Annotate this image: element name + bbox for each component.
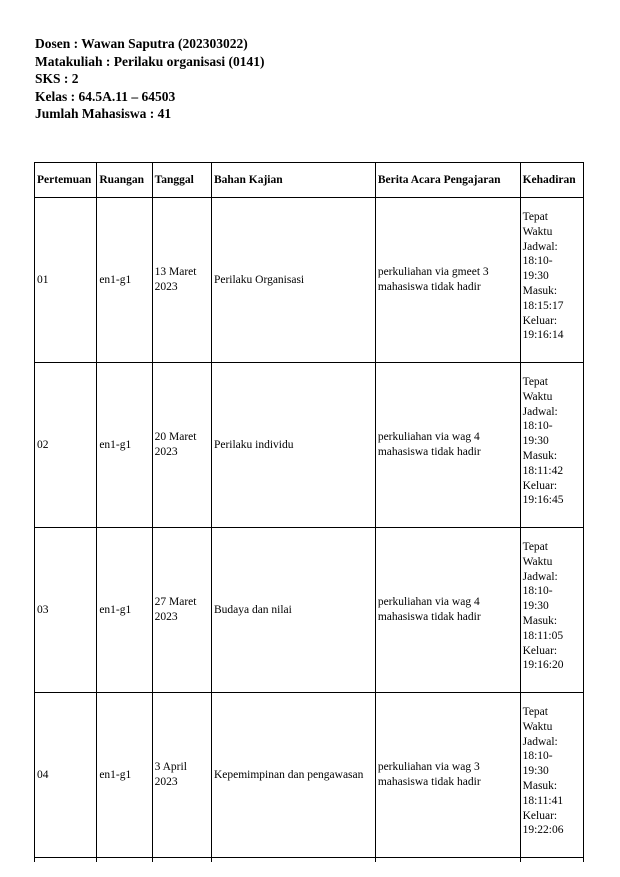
kehadiran-line: 18:10- [522, 750, 553, 763]
cell-kehadiran [520, 363, 583, 528]
cell-tanggal: 20 Maret 2023 [152, 363, 211, 528]
kehadiran-line: 18:11:42 [522, 464, 564, 477]
cell-ruangan: en1-g1 [97, 198, 152, 363]
cell-bahan-kajian: Perilaku individu [211, 363, 375, 528]
kehadiran-line: 18:10- [522, 420, 553, 433]
cell-berita-acara: perkuliahan via wag 4 mahasiswa tidak hadir [375, 363, 520, 528]
kehadiran-line: Jadwal: [522, 240, 558, 253]
table-row [35, 528, 584, 693]
cell-pertemuan: 04 [35, 693, 97, 858]
kehadiran-line: Keluar: [522, 479, 558, 492]
kehadiran-line: 18:10- [522, 255, 553, 268]
empty-cell [520, 858, 583, 863]
kehadiran-line: Waktu [522, 555, 553, 568]
empty-cell [152, 858, 211, 863]
cell-pertemuan: 01 [35, 198, 97, 363]
column-header-ruangan: Ruangan [97, 163, 152, 198]
kehadiran-line: Masuk: [522, 284, 558, 297]
empty-cell [211, 858, 375, 863]
kehadiran-line: Jadwal: [522, 570, 558, 583]
column-header-tanggal: Tanggal [152, 163, 211, 198]
empty-cell [35, 858, 97, 863]
kehadiran-line: Masuk: [522, 779, 558, 792]
column-header-berita-acara: Berita Acara Pengajaran [375, 163, 520, 198]
kehadiran-line: 19:30 [522, 765, 549, 778]
kehadiran-line: Tepat [522, 211, 548, 223]
table-row [35, 363, 584, 528]
cell-berita-acara: perkuliahan via gmeet 3 mahasiswa tidak hadir [375, 198, 520, 363]
kehadiran-line: 19:16:45 [522, 494, 564, 507]
cell-ruangan: en1-g1 [97, 363, 152, 528]
cell-ruangan: en1-g1 [97, 693, 152, 858]
cell-berita-acara: perkuliahan via wag 4 mahasiswa tidak hadir [375, 528, 520, 693]
kehadiran-line: Waktu [522, 720, 553, 733]
cell-ruangan: en1-g1 [97, 528, 152, 693]
cell-kehadiran [520, 693, 583, 858]
empty-cell [97, 858, 152, 863]
kehadiran-line: Jadwal: [522, 405, 558, 418]
kehadiran-line: 18:10- [522, 585, 553, 598]
cell-bahan-kajian: Budaya dan nilai [211, 528, 375, 693]
kehadiran-line: 19:30 [522, 270, 549, 283]
kehadiran-line: 19:16:14 [522, 329, 564, 342]
table-row [35, 693, 584, 858]
kehadiran-line: Waktu [522, 225, 553, 238]
sks-label: SKS : 2 [35, 71, 79, 86]
cell-tanggal: 27 Maret 2023 [152, 528, 211, 693]
cell-bahan-kajian: Perilaku Organisasi [211, 198, 375, 363]
kehadiran-line: 18:11:41 [522, 794, 564, 807]
cell-bahan-kajian: Kepemimpinan dan pengawasan [211, 693, 375, 858]
kehadiran-line: 18:11:05 [522, 629, 564, 642]
table-row-continuation [35, 858, 584, 863]
cell-kehadiran [520, 528, 583, 693]
cell-berita-acara: perkuliahan via wag 3 mahasiswa tidak hadir [375, 693, 520, 858]
column-header-pertemuan: Pertemuan [35, 163, 97, 198]
kehadiran-line: Masuk: [522, 449, 558, 462]
cell-kehadiran [520, 198, 583, 363]
kehadiran-line: 18:15:17 [522, 299, 564, 312]
table-header-row [35, 163, 584, 198]
kelas-label: Kelas : 64.5A.11 – 64503 [35, 88, 176, 104]
kehadiran-line: 19:30 [522, 435, 549, 448]
cell-tanggal: 13 Maret 2023 [152, 198, 211, 363]
cell-pertemuan: 03 [35, 528, 97, 693]
kehadiran-line: Keluar: [522, 809, 558, 822]
cell-tanggal: 3 April 2023 [152, 693, 211, 858]
matakuliah-label: Matakuliah : Perilaku organisasi (0141) [35, 53, 265, 69]
kehadiran-line: Tepat [522, 541, 548, 553]
column-header-bahan-kajian: Bahan Kajian [211, 163, 375, 198]
table-row [35, 198, 584, 363]
empty-cell [375, 858, 520, 863]
attendance-table [34, 162, 584, 862]
kehadiran-line: Tepat [522, 376, 548, 388]
kehadiran-line: 19:30 [522, 600, 549, 613]
kehadiran-line: Waktu [522, 390, 553, 403]
kehadiran-line: Keluar: [522, 644, 558, 657]
kehadiran-line: Tepat [522, 706, 548, 718]
column-header-kehadiran: Kehadiran [520, 163, 583, 198]
dosen-label: Dosen : Wawan Saputra (202303022) [35, 36, 248, 51]
jumlah-mahasiswa-label: Jumlah Mahasiswa : 41 [35, 106, 172, 121]
kehadiran-line: Jadwal: [522, 735, 558, 748]
kehadiran-line: Keluar: [522, 314, 558, 327]
course-header [35, 35, 265, 123]
kehadiran-line: 19:22:06 [522, 824, 564, 837]
kehadiran-line: Masuk: [522, 614, 558, 627]
cell-pertemuan: 02 [35, 363, 97, 528]
kehadiran-line: 19:16:20 [522, 659, 564, 672]
